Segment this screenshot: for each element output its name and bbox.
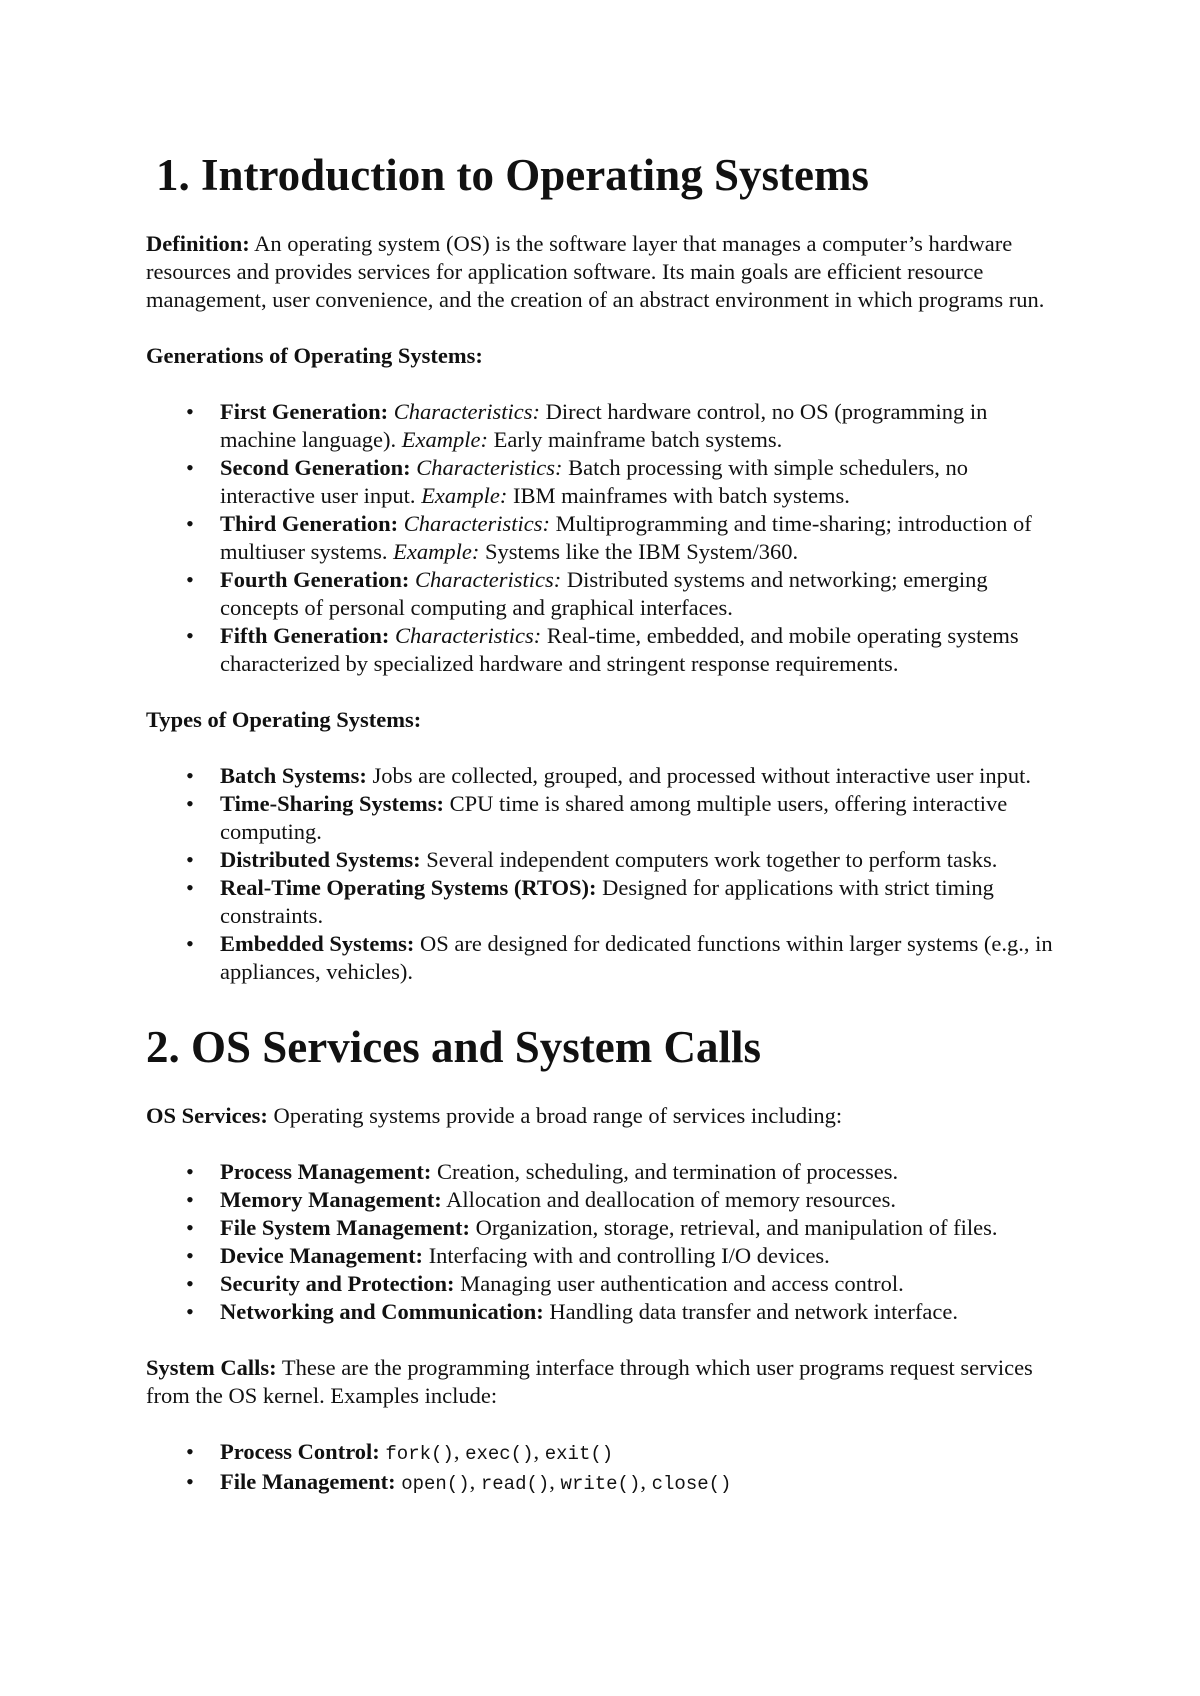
bullet-icon: • <box>186 1299 194 1324</box>
list-item: • Batch Systems: Jobs are collected, grouped, and processed without interactive user input. <box>220 762 1066 790</box>
definition-text: An operating system (OS) is the software layer that manages a computer’s hardware resources and provides services for application software. Its main goals are efficient resource management, user convenience, and the creation of an abstract environment in which programs run. <box>146 231 1045 312</box>
list-item: • First Generation: Characteristics: Direct hardware control, no OS (programming in machine language). Example: Early mainframe batch systems. <box>220 398 1066 454</box>
bullet-icon: • <box>186 1243 194 1268</box>
list-item: • Security and Protection: Managing user authentication and access control. <box>220 1270 1066 1298</box>
bullet-icon: • <box>186 847 194 872</box>
list-item: • File System Management: Organization, storage, retrieval, and manipulation of files. <box>220 1214 1066 1242</box>
list-item: • Third Generation: Characteristics: Multiprogramming and time-sharing; introduction of multiuser systems. Example: Systems like the IBM System/360. <box>220 510 1066 566</box>
bullet-icon: • <box>186 1439 194 1464</box>
list-item: • Distributed Systems: Several independent computers work together to perform tasks. <box>220 846 1066 874</box>
bullet-icon: • <box>186 1271 194 1296</box>
list-item: • Real-Time Operating Systems (RTOS): Designed for applications with strict timing constraints. <box>220 874 1066 930</box>
list-item: • Memory Management: Allocation and deallocation of memory resources. <box>220 1186 1066 1214</box>
types-list <box>146 762 1066 986</box>
list-item: • Embedded Systems: OS are designed for dedicated functions within larger systems (e.g., in appliances, vehicles). <box>220 930 1066 986</box>
generations-heading: Generations of Operating Systems: <box>146 343 483 368</box>
bullet-icon: • <box>186 931 194 956</box>
bullet-icon: • <box>186 1469 194 1494</box>
bullet-icon: • <box>186 399 194 424</box>
bullet-icon: • <box>186 763 194 788</box>
system-calls-paragraph: System Calls: These are the programming interface through which user programs request services from the OS kernel. Examples include: <box>146 1355 1033 1408</box>
section-2-title: 2. OS Services and System Calls <box>146 1022 762 1072</box>
types-heading: Types of Operating Systems: <box>146 707 422 732</box>
os-services-paragraph: OS Services: Operating systems provide a broad range of services including: <box>146 1103 843 1128</box>
bullet-icon: • <box>186 1187 194 1212</box>
bullet-icon: • <box>186 791 194 816</box>
document-page <box>146 148 1066 1498</box>
system-calls-list <box>146 1438 1066 1498</box>
bullet-icon: • <box>186 875 194 900</box>
list-item: • Process Control: fork(), exec(), exit() <box>220 1438 1066 1468</box>
bullet-icon: • <box>186 1159 194 1184</box>
bullet-icon: • <box>186 1215 194 1240</box>
definition-paragraph <box>146 230 1066 314</box>
bullet-icon: • <box>186 567 194 592</box>
section-1-title: 1. Introduction to Operating Systems <box>156 150 869 200</box>
list-item: • Process Management: Creation, scheduling, and termination of processes. <box>220 1158 1066 1186</box>
bullet-icon: • <box>186 623 194 648</box>
services-list <box>146 1158 1066 1326</box>
list-item: • Fourth Generation: Characteristics: Distributed systems and networking; emerging concepts of personal computing and graphical interfaces. <box>220 566 1066 622</box>
list-item: • Time-Sharing Systems: CPU time is shared among multiple users, offering interactive computing. <box>220 790 1066 846</box>
definition-label: Definition: <box>146 231 250 256</box>
list-item: • Device Management: Interfacing with and controlling I/O devices. <box>220 1242 1066 1270</box>
list-item: • Fifth Generation: Characteristics: Real-time, embedded, and mobile operating systems characterized by specialized hardware and stringent response requirements. <box>220 622 1066 678</box>
list-item: • File Management: open(), read(), write(), close() <box>220 1468 1066 1498</box>
list-item: • Networking and Communication: Handling data transfer and network interface. <box>220 1298 1066 1326</box>
generations-list <box>146 398 1066 678</box>
bullet-icon: • <box>186 511 194 536</box>
list-item: • Second Generation: Characteristics: Batch processing with simple schedulers, no interactive user input. Example: IBM mainframes with batch systems. <box>220 454 1066 510</box>
bullet-icon: • <box>186 455 194 480</box>
